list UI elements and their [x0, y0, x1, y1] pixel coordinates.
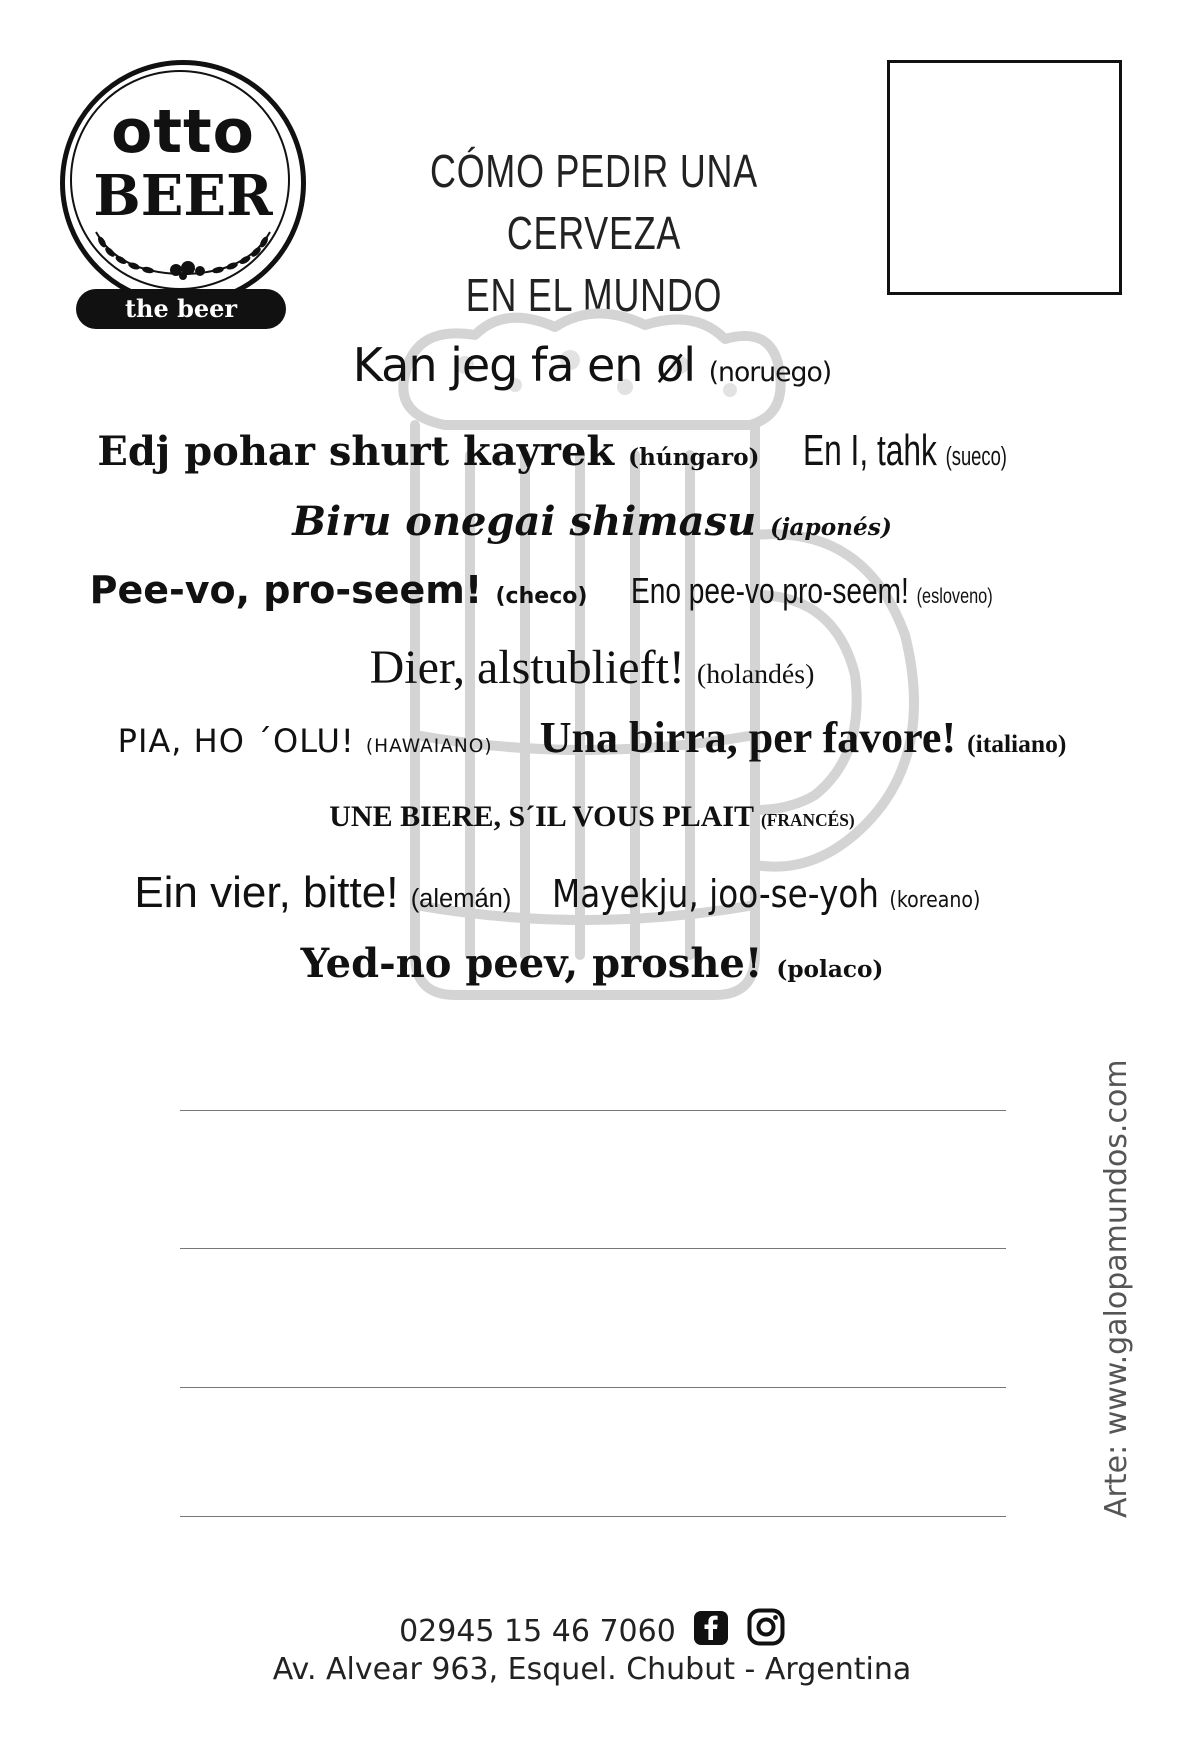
title-line-1: CÓMO PEDIR UNA CERVEZA: [430, 145, 758, 259]
stamp-box: [887, 60, 1122, 295]
phrase-line-5: [60, 640, 1124, 695]
phrase-text: Ein vier, bitte!: [134, 868, 399, 917]
phrase-line-7: [60, 800, 1124, 834]
phrase-language: (FRANCÉS): [761, 810, 855, 830]
phrase-language: (holandés): [696, 659, 815, 690]
phrase-hungarian: [97, 428, 773, 475]
writing-line: [180, 1387, 1006, 1388]
phrase-text: UNE BIERE, S´IL VOUS PLAIT: [329, 800, 754, 833]
phrase-swedish: [803, 426, 1007, 476]
phrase-text: Pee-vo, pro-seem!: [89, 568, 483, 612]
phrase-text: Yed-no peev, proshe!: [300, 940, 763, 987]
phrase-text: PIA, HO ´OLU!: [117, 722, 355, 760]
phrase-slovene: [631, 570, 993, 612]
contact-phone-row: [0, 1608, 1184, 1649]
writing-line: [180, 1248, 1006, 1249]
phrase-line-2: [60, 426, 1124, 476]
phrase-line-8: [60, 868, 1124, 918]
art-credit: Arte: www.galopamundos.com: [1099, 1059, 1134, 1518]
phrase-line-3: [60, 498, 1124, 545]
phrase-text: Una birra, per favore!: [539, 713, 957, 762]
otto-beer-logo: [60, 60, 306, 363]
page-title: [388, 140, 800, 326]
phrase-language: (noruego): [708, 357, 832, 388]
phrase-korean: [552, 872, 980, 916]
facebook-icon[interactable]: [693, 1610, 729, 1646]
phrase-hawaiian: [118, 722, 504, 760]
instagram-icon[interactable]: [747, 1608, 785, 1646]
logo-word-beer: BEER: [93, 163, 273, 229]
phrase-language: (koreano): [889, 888, 980, 913]
phrase-text: Mayekju, joo-se-yoh: [551, 872, 879, 916]
logo-tagline: the beer temple: [76, 289, 286, 329]
phrase-language: (polaco): [776, 956, 884, 983]
phrase-text: En I, tahk: [803, 426, 938, 475]
phrase-language: (japonés): [770, 514, 892, 541]
phrase-text: Dier, alstublieft!: [369, 641, 685, 694]
phrase-german: [134, 868, 523, 917]
phrase-language: (italiano): [967, 729, 1067, 758]
writing-line: [180, 1110, 1006, 1111]
contact-address: Av. Alvear 963, Esquel. Chubut - Argentina: [272, 1652, 912, 1687]
hops-wreath-icon: [88, 228, 278, 282]
phrase-text: Biru onegai shimasu: [292, 498, 757, 545]
writing-line: [180, 1516, 1006, 1517]
phrase-language: (húngaro): [628, 444, 760, 471]
phrase-line-6: [60, 712, 1124, 763]
phrase-czech: [90, 568, 601, 612]
title-line-2: EN EL MUNDO: [465, 269, 723, 321]
phrase-line-4: [60, 568, 1124, 612]
phrase-text: Edj pohar shurt kayrek: [97, 428, 615, 475]
phrase-text: Eno pee-vo pro-seem!: [630, 570, 909, 611]
phrase-language: (alemán): [410, 885, 512, 913]
phrase-line-9: [60, 940, 1124, 987]
phrase-language: (HAWAIANO): [365, 736, 493, 757]
phone-number: 02945 15 46 7060: [399, 1614, 676, 1649]
phrase-italian: [540, 713, 1067, 762]
phrase-language: (checo): [495, 584, 588, 609]
phrase-text: Kan jeg fa en øl: [352, 338, 696, 392]
phrase-line-1: [60, 338, 1124, 392]
phrase-language: (sueco): [946, 443, 1008, 471]
logo-word-otto: otto: [111, 97, 255, 167]
phrase-language: (esloveno): [916, 585, 993, 608]
